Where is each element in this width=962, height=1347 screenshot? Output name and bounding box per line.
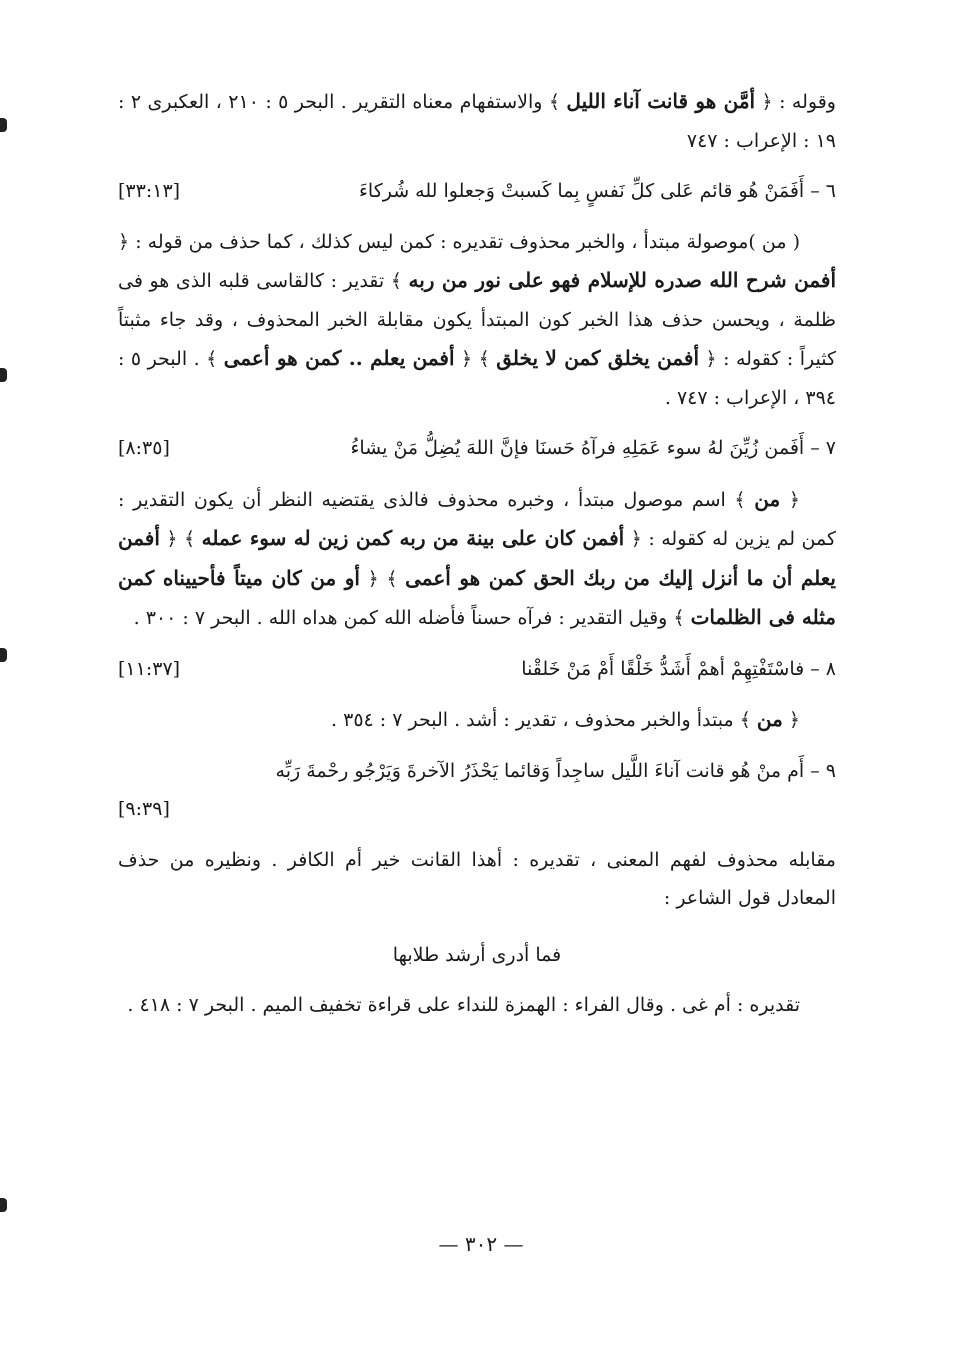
text: ﴾ تقدير : كالقاسى قلبه الذى هو فى ظلمة ، ويحسن حذف هذا الخبر كون المبتدأ يكون مقابلة الخبر المحذوف ، وقد جاء مثبتاً كثيراً : كقوله : ﴿ bbox=[118, 270, 837, 370]
verse-reference: [٩:٣٩] bbox=[118, 798, 170, 820]
text: ( من )موصولة مبتدأ ، والخبر محذوف تقديره : كمن ليس كذلك ، كما حذف من قوله : ﴿ bbox=[118, 230, 800, 253]
quran-quote: أفمن يخلق كمن لا يخلق bbox=[496, 346, 699, 370]
verse-7 bbox=[118, 429, 836, 468]
poem-line: فما أدرى أرشد طلابها bbox=[392, 943, 562, 966]
scan-edge-mark bbox=[0, 1198, 7, 1212]
verse-reference: [٨:٣٥] bbox=[118, 437, 170, 459]
quran-quote: أو من كان ميتاً فأحييناه كمن مثله فى الظلمات bbox=[118, 565, 836, 629]
verse-6 bbox=[118, 172, 836, 211]
verse-text: ٦ – أَفَمَنْ هُو قائم عَلى كلِّ نَفسٍ بِما كَسبتْ وَجعلوا لله شُركاءَ bbox=[358, 180, 836, 202]
text: ﴾ والاستفهام معناه التقرير . البحر ٥ : ٢١٠ ، العكبرى ٢ : ١٩ : الإعراب : ٧٤٧ bbox=[118, 91, 836, 152]
verse-text: ٧ – أَفَمن زُيِّنَ لهُ سوء عَمَلِهِ فرآهُ حَسنَا فإنَّ اللهَ يُضِلُّ مَنْ يشاءُ bbox=[350, 437, 836, 459]
quran-quote: أفمن يعلم أن ما أنزل إليك من ربك الحق كمن هو أعمى bbox=[118, 526, 836, 590]
verse-8 bbox=[118, 650, 836, 689]
verse-9-ref-line bbox=[118, 790, 836, 829]
quran-quote: أفمن كان على بينة من ربه كمن زين له سوء عمله bbox=[201, 526, 625, 550]
verse-text: ٨ – فاسْتَفْتِهِمْ أهمْ أَشَدُّ خَلْقًا أَمْ مَنْ خَلقْنا bbox=[521, 657, 836, 680]
text: ﴾ ﴿ bbox=[360, 567, 406, 590]
page-number: — ٣٠٢ — bbox=[438, 1232, 524, 1256]
paragraph-1 bbox=[118, 82, 836, 160]
verse-reference: [٣٣:١٣] bbox=[118, 180, 181, 202]
text: ﴾ وقيل التقدير : فرآه حسناً فأضله الله كمن هداه الله . البحر ٧ : ٣٠٠ . bbox=[133, 607, 691, 629]
paragraph-6: تقديره : أم غى . وقال الفراء : الهمزة للنداء على قراءة تخفيف الميم . البحر ٧ : ٤١٨ . bbox=[127, 994, 800, 1016]
text: ﴾ مبتدأ والخبر محذوف ، تقدير : أشد . البحر ٧ : ٣٥٤ . bbox=[331, 709, 757, 731]
quran-quote: من bbox=[756, 707, 783, 731]
paragraph-3 bbox=[118, 480, 836, 638]
verse-9 bbox=[118, 752, 836, 791]
text: ﴾ ﴿ bbox=[159, 528, 202, 550]
text: ﴿ bbox=[782, 709, 800, 731]
quran-quote: أمَّن هو قانت آناء الليل bbox=[566, 89, 756, 113]
text: وقوله : ﴿ bbox=[755, 91, 836, 113]
scan-edge-mark bbox=[0, 648, 7, 662]
scan-edge-mark bbox=[0, 368, 7, 382]
quran-quote: أفمن شرح الله صدره للإسلام فهو على نور من ربه bbox=[408, 268, 837, 292]
paragraph-4 bbox=[118, 700, 836, 740]
text: ﴾ اسم موصول مبتدأ ، وخبره محذوف فالذى يقتضيه النظر أن يكون التقدير : كمن لم يزين له كقوله : ﴿ bbox=[118, 488, 837, 550]
scan-edge-mark bbox=[0, 118, 7, 132]
text: ﴾ ﴿ bbox=[454, 348, 497, 370]
paragraph-2 bbox=[118, 223, 836, 418]
text: ﴿ bbox=[780, 488, 800, 511]
text: ﴾ . البحر ٥ : ٣٩٤ ، الإعراب : ٧٤٧ . bbox=[118, 348, 836, 409]
verse-text: ٩ – أَم منْ هُو قانت آناءَ اللَّيل ساجِداً وَقائما يَحْذَرُ الآخرةَ وَيَرْجُو رحْمةَ رَبِّه bbox=[275, 759, 836, 782]
quran-quote: من bbox=[754, 486, 781, 511]
quran-quote: أفمن يعلم .. كمن هو أعمى bbox=[223, 346, 455, 370]
paragraph-5: مقابله محذوف لفهم المعنى ، تقديره : أهذا القانت خير أم الكافر . ونظيره من حذف المعادل قول الشاعر : bbox=[118, 848, 836, 909]
page-body bbox=[118, 82, 836, 1025]
verse-reference: [١١:٣٧] bbox=[118, 657, 181, 680]
